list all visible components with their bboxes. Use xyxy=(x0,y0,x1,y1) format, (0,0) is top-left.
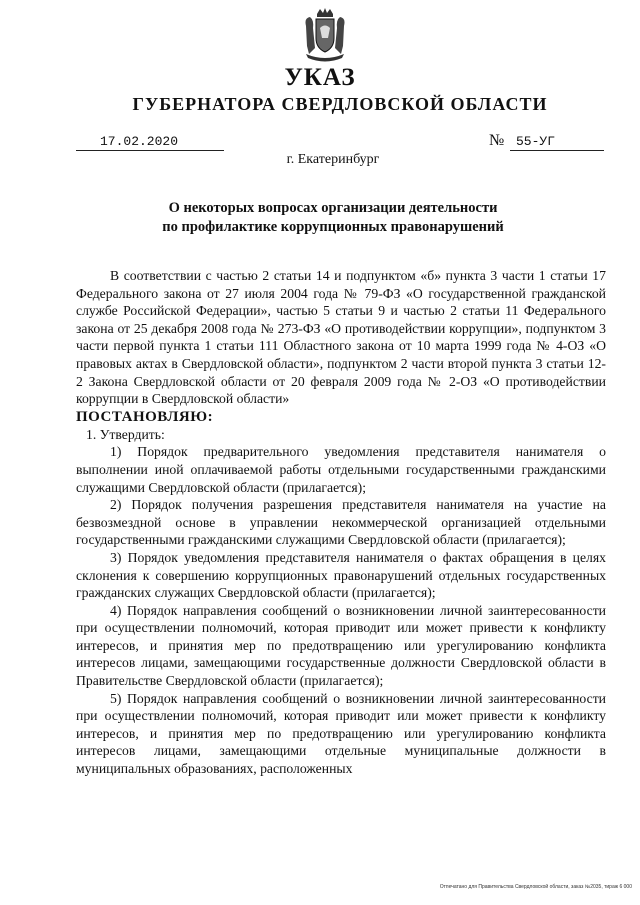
document-title: УКАЗ xyxy=(284,64,356,91)
subitem-4: 4) Порядок направления сообщений о возникновении личной заинтересованности при осуществлении полномочий, которая приводит или может привести к конфликту интересов, и принятия мер по предотвращению или урегулированию конфликта интересов лицами, замещающими государственные должности Свердловской области в Правительстве Свердловской области (прилагается); xyxy=(76,602,606,689)
decree-number: 55-УГ xyxy=(516,134,556,149)
decree-date: 17.02.2020 xyxy=(100,134,179,149)
coat-of-arms-emblem xyxy=(302,8,348,62)
number-underline xyxy=(510,150,604,151)
preamble-paragraph: В соответствии с частью 2 статьи 14 и подпунктом «б» пункта 3 части 1 статьи 17 Федерального закона от 27 июля 2004 года № 79-ФЗ «О государственной гражданской службе Российской Федерации», частью 5 статьи 9 и частью 2 статьи 11 Федерального закона от 25 декабря 2008 года № 273-ФЗ «О противодействии коррупции», подпунктом 3 части первой пункта 1 статьи 111 Областного закона от 10 марта 1999 года № 4-ОЗ «О правовых актах в Свердловской области», подпунктом 2 части второй пункта 3 статьи 12-2 Закона Свердловской области от 20 февраля 2009 года № 2-ОЗ «О противодействии коррупции в Свердловской области» xyxy=(76,268,606,407)
print-imprint: Отпечатано для Правительства Свердловской области, заказ №2035, тираж 6 000 xyxy=(439,884,632,890)
subitem-3: 3) Порядок уведомления представителя нанимателя о фактах обращения в целях склонения к совершению коррупционных правонарушений отдельных государственных гражданских служащих Свердловской области (прилагается); xyxy=(76,549,606,601)
issue-city: г. Екатеринбург xyxy=(286,152,380,167)
subject-line-2: по профилактике коррупционных правонарушений xyxy=(162,219,504,235)
decree-subject xyxy=(0,199,640,237)
subject-line-1: О некоторых вопросах организации деятельности xyxy=(168,200,498,216)
number-sign: № xyxy=(489,132,505,149)
item-1: 1. Утвердить: xyxy=(86,426,165,442)
document-issuer: ГУБЕРНАТОРА СВЕРДЛОВСКОЙ ОБЛАСТИ xyxy=(132,94,548,114)
subitem-5: 5) Порядок направления сообщений о возникновении личной заинтересованности при осуществлении полномочий, которая приводит или может привести к конфликту интересов, и принятия мер по предотвращению или урегулированию конфликта интересов лицами, замещающими отдельные муниципальные должности в муниципальных образованиях, расположенных xyxy=(76,690,606,777)
decree-body xyxy=(76,267,606,778)
subitem-2: 2) Порядок получения разрешения представителя нанимателя на участие на безвозмездной основе в управлении некоммерческой организацией отдельными государственными гражданскими служащими Свердловской области (прилагается); xyxy=(76,497,606,548)
decree-keyword: ПОСТАНОВЛЯЮ: xyxy=(76,408,214,425)
sverdlovsk-coat-of-arms-icon xyxy=(302,8,348,62)
date-underline xyxy=(76,150,224,151)
subitem-1: 1) Порядок предварительного уведомления представителя нанимателя о выполнении иной оплачиваемой работы отдельными государственными гражданскими служащими Свердловской области (прилагается); xyxy=(76,444,606,495)
